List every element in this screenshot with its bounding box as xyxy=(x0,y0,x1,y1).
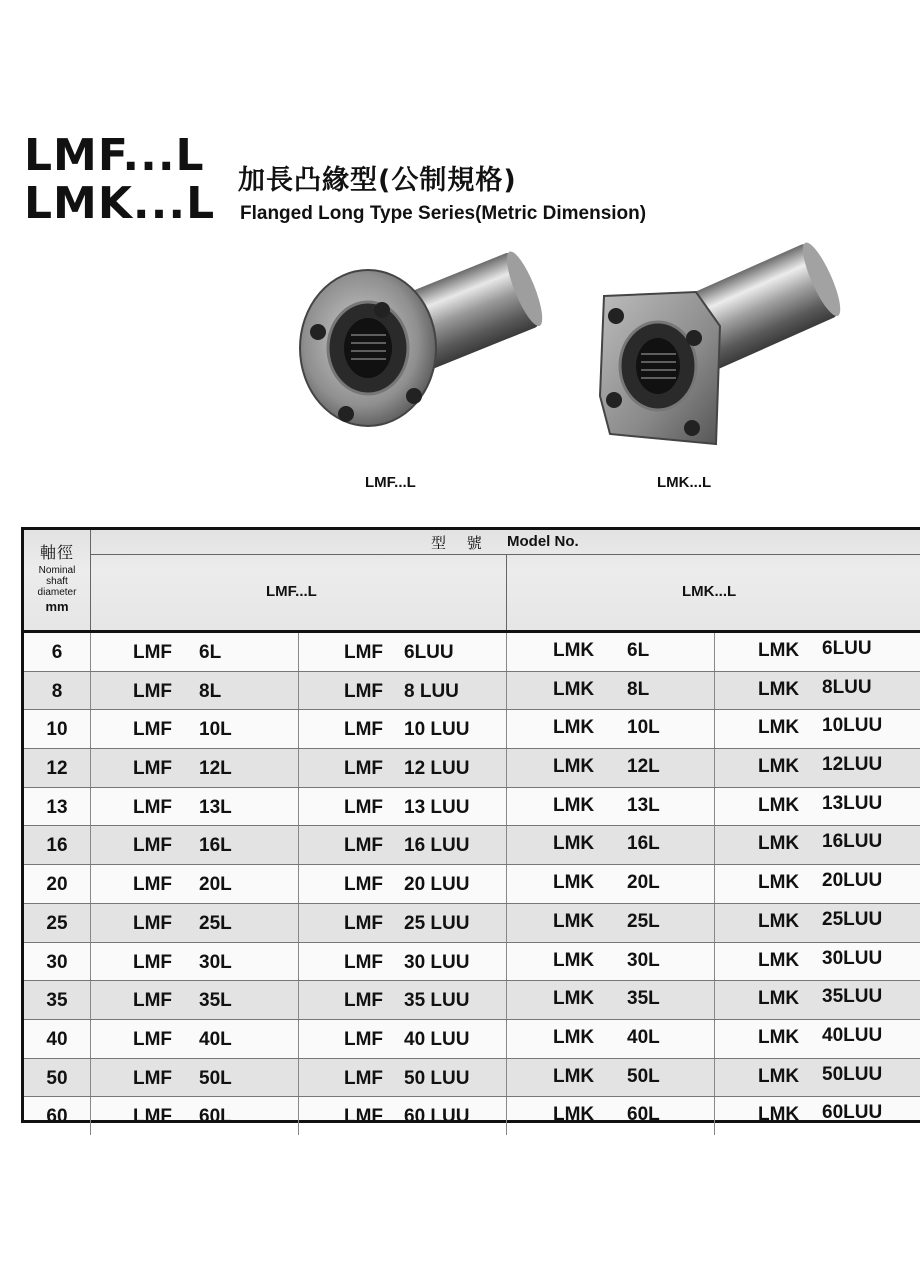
model-cell-lmk-l xyxy=(507,1020,715,1058)
title-english: Flanged Long Type Series(Metric Dimension) xyxy=(240,203,647,224)
model-cell-lmf-l xyxy=(91,826,299,864)
group-header-lmf xyxy=(91,555,507,630)
model-suffix: 40L xyxy=(627,1026,660,1048)
model-suffix: 60L xyxy=(627,1104,660,1126)
model-suffix: 50LUU xyxy=(822,1063,883,1085)
model-prefix: LMF xyxy=(344,1106,384,1128)
model-prefix: LMF xyxy=(344,912,384,934)
model-prefix: LMF xyxy=(344,835,384,857)
model-suffix: 50L xyxy=(627,1065,660,1087)
model-header-zh: 型 號 xyxy=(431,534,490,552)
model-cell-lmk-l xyxy=(507,633,715,671)
model-suffix: 8LUU xyxy=(822,676,872,698)
lmk-square-flange-bearing-image xyxy=(596,236,846,456)
model-suffix: 6L xyxy=(627,640,650,661)
model-suffix: 60 LUU xyxy=(404,1106,470,1128)
model-cell-lmf-l xyxy=(91,1059,299,1097)
model-suffix: 6L xyxy=(199,642,222,663)
model-prefix: LMK xyxy=(758,794,800,816)
model-prefix: LMF xyxy=(344,796,384,818)
model-suffix: 13 LUU xyxy=(404,796,470,818)
table-body xyxy=(24,633,920,1135)
model-suffix: 25 LUU xyxy=(404,912,470,934)
model-suffix: 60L xyxy=(199,1106,232,1128)
model-suffix: 12L xyxy=(199,758,232,780)
group-header-lmk xyxy=(507,555,920,630)
model-cell-lmf-l xyxy=(91,1097,299,1135)
model-prefix: LMK xyxy=(553,640,595,661)
shaft-diameter-cell: 35 xyxy=(24,981,91,1019)
table-row xyxy=(24,826,920,865)
model-cell-lmf-luu xyxy=(299,749,507,787)
model-suffix: 8L xyxy=(627,678,650,700)
model-prefix: LMK xyxy=(758,717,800,739)
shaft-diameter-cell: 8 xyxy=(24,672,91,710)
model-prefix: LMF xyxy=(133,1106,173,1128)
model-cell-lmk-l xyxy=(507,981,715,1019)
model-prefix: LMK xyxy=(758,988,800,1010)
model-prefix: LMF xyxy=(133,642,173,663)
model-cell-lmk-luu xyxy=(715,1059,920,1097)
model-cell-lmf-luu xyxy=(299,981,507,1019)
model-cell-lmk-luu xyxy=(715,1020,920,1058)
model-prefix: LMK xyxy=(553,949,595,971)
shaft-diameter-cell: 10 xyxy=(24,710,91,748)
model-prefix: LMF xyxy=(133,835,173,857)
table-row xyxy=(24,943,920,982)
model-cell-lmk-luu xyxy=(715,749,920,787)
model-cell-lmk-luu xyxy=(715,826,920,864)
shaft-diameter-cell: 20 xyxy=(24,865,91,903)
model-prefix: LMF xyxy=(133,912,173,934)
model-suffix: 50 LUU xyxy=(404,1067,470,1089)
model-prefix: LMK xyxy=(758,1065,800,1087)
model-prefix: LMF xyxy=(344,990,384,1012)
model-cell-lmf-l xyxy=(91,865,299,903)
table-row xyxy=(24,904,920,943)
shaft-header-en xyxy=(24,565,90,598)
model-prefix: LMK xyxy=(758,910,800,932)
model-prefix: LMK xyxy=(553,756,595,778)
model-prefix: LMK xyxy=(758,640,800,661)
model-suffix: 50L xyxy=(199,1067,232,1089)
model-prefix: LMK xyxy=(553,872,595,894)
model-prefix: LMK xyxy=(553,1104,595,1126)
model-suffix: 20L xyxy=(627,872,660,894)
shaft-diameter-cell: 50 xyxy=(24,1059,91,1097)
model-cell-lmk-luu xyxy=(715,943,920,981)
model-prefix: LMF xyxy=(133,990,173,1012)
model-cell-lmk-l xyxy=(507,788,715,826)
model-cell-lmk-luu xyxy=(715,904,920,942)
model-table xyxy=(21,527,920,1128)
model-suffix: 35L xyxy=(199,990,232,1012)
model-cell-lmf-l xyxy=(91,981,299,1019)
model-prefix: LMF xyxy=(344,874,384,896)
model-cell-lmf-luu xyxy=(299,943,507,981)
model-suffix: 30L xyxy=(627,949,660,971)
model-no-header xyxy=(91,530,920,555)
model-cell-lmk-luu xyxy=(715,672,920,710)
model-prefix: LMK xyxy=(758,1026,800,1048)
model-suffix: 20LUU xyxy=(822,870,883,892)
model-cell-lmf-l xyxy=(91,943,299,981)
model-cell-lmk-luu xyxy=(715,865,920,903)
model-cell-lmk-luu xyxy=(715,633,920,671)
model-cell-lmk-l xyxy=(507,710,715,748)
model-prefix: LMF xyxy=(133,680,173,702)
shaft-header-unit: mm xyxy=(45,599,69,614)
model-cell-lmk-l xyxy=(507,904,715,942)
model-cell-lmk-l xyxy=(507,865,715,903)
model-cell-lmk-luu xyxy=(715,1097,920,1135)
model-prefix: LMF xyxy=(344,719,384,741)
model-prefix: LMF xyxy=(344,642,384,663)
model-cell-lmf-luu xyxy=(299,1097,507,1135)
model-cell-lmf-luu xyxy=(299,904,507,942)
model-cell-lmk-luu xyxy=(715,981,920,1019)
group-label: LMF...L xyxy=(266,583,317,600)
shaft-header-line: shaft xyxy=(46,576,68,587)
model-suffix: 6LUU xyxy=(404,642,454,663)
shaft-diameter-cell: 12 xyxy=(24,749,91,787)
model-suffix: 30 LUU xyxy=(404,951,470,973)
model-suffix: 35LUU xyxy=(822,986,883,1008)
shaft-diameter-cell: 16 xyxy=(24,826,91,864)
model-suffix: 8 LUU xyxy=(404,680,459,702)
series-code-lmf: LMF...L xyxy=(24,130,205,181)
model-suffix: 16 LUU xyxy=(404,835,470,857)
model-suffix: 10L xyxy=(627,717,660,739)
model-suffix: 10 LUU xyxy=(404,719,470,741)
lmk-caption: LMK...L xyxy=(657,474,712,491)
model-prefix: LMK xyxy=(553,910,595,932)
table-row xyxy=(24,1059,920,1098)
model-cell-lmf-l xyxy=(91,904,299,942)
model-suffix: 35 LUU xyxy=(404,990,470,1012)
shaft-diameter-cell: 30 xyxy=(24,943,91,981)
series-code-lmk: LMK...L xyxy=(24,178,216,229)
shaft-diameter-cell: 60 xyxy=(24,1097,91,1135)
model-cell-lmf-luu xyxy=(299,672,507,710)
lmf-caption: LMF...L xyxy=(365,474,416,491)
model-prefix: LMF xyxy=(133,1067,173,1089)
lmf-round-flange-bearing-image xyxy=(296,240,546,460)
series-code xyxy=(24,132,215,228)
model-cell-lmf-luu xyxy=(299,788,507,826)
model-cell-lmf-luu xyxy=(299,633,507,671)
model-suffix: 25L xyxy=(199,912,232,934)
model-cell-lmf-l xyxy=(91,749,299,787)
model-suffix: 35L xyxy=(627,988,660,1010)
model-cell-lmk-luu xyxy=(715,710,920,748)
title-chinese: 加長凸緣型(公制規格) xyxy=(238,165,517,196)
table-row xyxy=(24,788,920,827)
model-cell-lmf-luu xyxy=(299,1059,507,1097)
model-suffix: 13LUU xyxy=(822,792,883,814)
model-prefix: LMK xyxy=(758,756,800,778)
table-row xyxy=(24,865,920,904)
shaft-diameter-cell: 40 xyxy=(24,1020,91,1058)
model-cell-lmk-luu xyxy=(715,788,920,826)
model-suffix: 12LUU xyxy=(822,754,883,776)
model-cell-lmf-l xyxy=(91,788,299,826)
model-prefix: LMF xyxy=(133,719,173,741)
model-cell-lmf-luu xyxy=(299,865,507,903)
model-prefix: LMF xyxy=(344,1028,384,1050)
model-prefix: LMK xyxy=(553,1065,595,1087)
model-cell-lmf-luu xyxy=(299,710,507,748)
model-prefix: LMK xyxy=(553,1026,595,1048)
model-prefix: LMF xyxy=(133,874,173,896)
model-prefix: LMK xyxy=(553,988,595,1010)
model-prefix: LMK xyxy=(758,678,800,700)
model-cell-lmk-l xyxy=(507,749,715,787)
model-prefix: LMK xyxy=(553,717,595,739)
table-header xyxy=(24,530,920,633)
model-header-en: Model No. xyxy=(507,533,579,550)
model-suffix: 10LUU xyxy=(822,715,883,737)
model-suffix: 12 LUU xyxy=(404,758,470,780)
model-suffix: 16L xyxy=(199,835,232,857)
table-row xyxy=(24,1020,920,1059)
model-cell-lmk-l xyxy=(507,672,715,710)
model-prefix: LMK xyxy=(758,872,800,894)
shaft-header-line: Nominal xyxy=(38,565,76,576)
model-suffix: 13L xyxy=(627,794,660,816)
model-prefix: LMK xyxy=(553,794,595,816)
shaft-header-line: diameter xyxy=(37,587,77,598)
model-suffix: 40LUU xyxy=(822,1024,883,1046)
model-prefix: LMF xyxy=(133,758,173,780)
model-cell-lmk-l xyxy=(507,1097,715,1135)
model-cell-lmk-l xyxy=(507,1059,715,1097)
model-cell-lmk-l xyxy=(507,826,715,864)
model-suffix: 6LUU xyxy=(822,638,872,659)
model-prefix: LMF xyxy=(133,1028,173,1050)
model-suffix: 60LUU xyxy=(822,1102,883,1124)
model-suffix: 13L xyxy=(199,796,232,818)
model-suffix: 30L xyxy=(199,951,232,973)
model-prefix: LMF xyxy=(133,951,173,973)
shaft-diameter-cell: 13 xyxy=(24,788,91,826)
shaft-header-zh: 軸徑 xyxy=(39,543,74,562)
table-row xyxy=(24,981,920,1020)
model-prefix: LMK xyxy=(553,678,595,700)
table-row xyxy=(24,672,920,711)
model-prefix: LMF xyxy=(344,758,384,780)
group-label: LMK...L xyxy=(682,583,737,600)
model-cell-lmf-l xyxy=(91,672,299,710)
shaft-diameter-cell: 25 xyxy=(24,904,91,942)
table-row xyxy=(24,710,920,749)
model-cell-lmf-l xyxy=(91,1020,299,1058)
model-suffix: 40 LUU xyxy=(404,1028,470,1050)
model-suffix: 20L xyxy=(199,874,232,896)
model-prefix: LMK xyxy=(758,949,800,971)
model-cell-lmf-luu xyxy=(299,826,507,864)
model-suffix: 16L xyxy=(627,833,660,855)
model-cell-lmf-l xyxy=(91,710,299,748)
model-suffix: 30LUU xyxy=(822,947,883,969)
model-prefix: LMK xyxy=(553,833,595,855)
model-prefix: LMF xyxy=(344,680,384,702)
table-row xyxy=(24,1097,920,1135)
model-prefix: LMF xyxy=(344,1067,384,1089)
shaft-diameter-cell: 6 xyxy=(24,633,91,671)
model-suffix: 16LUU xyxy=(822,831,883,853)
model-suffix: 25LUU xyxy=(822,908,883,930)
model-suffix: 8L xyxy=(199,680,222,702)
model-prefix: LMK xyxy=(758,1104,800,1126)
model-cell-lmf-l xyxy=(91,633,299,671)
model-suffix: 20 LUU xyxy=(404,874,470,896)
model-prefix: LMK xyxy=(758,833,800,855)
shaft-diameter-header xyxy=(24,530,91,630)
model-cell-lmk-l xyxy=(507,943,715,981)
model-suffix: 10L xyxy=(199,719,232,741)
model-cell-lmf-luu xyxy=(299,1020,507,1058)
model-suffix: 40L xyxy=(199,1028,232,1050)
table-row xyxy=(24,633,920,672)
model-prefix: LMF xyxy=(344,951,384,973)
model-suffix: 25L xyxy=(627,910,660,932)
model-suffix: 12L xyxy=(627,756,660,778)
table-row xyxy=(24,749,920,788)
model-prefix: LMF xyxy=(133,796,173,818)
